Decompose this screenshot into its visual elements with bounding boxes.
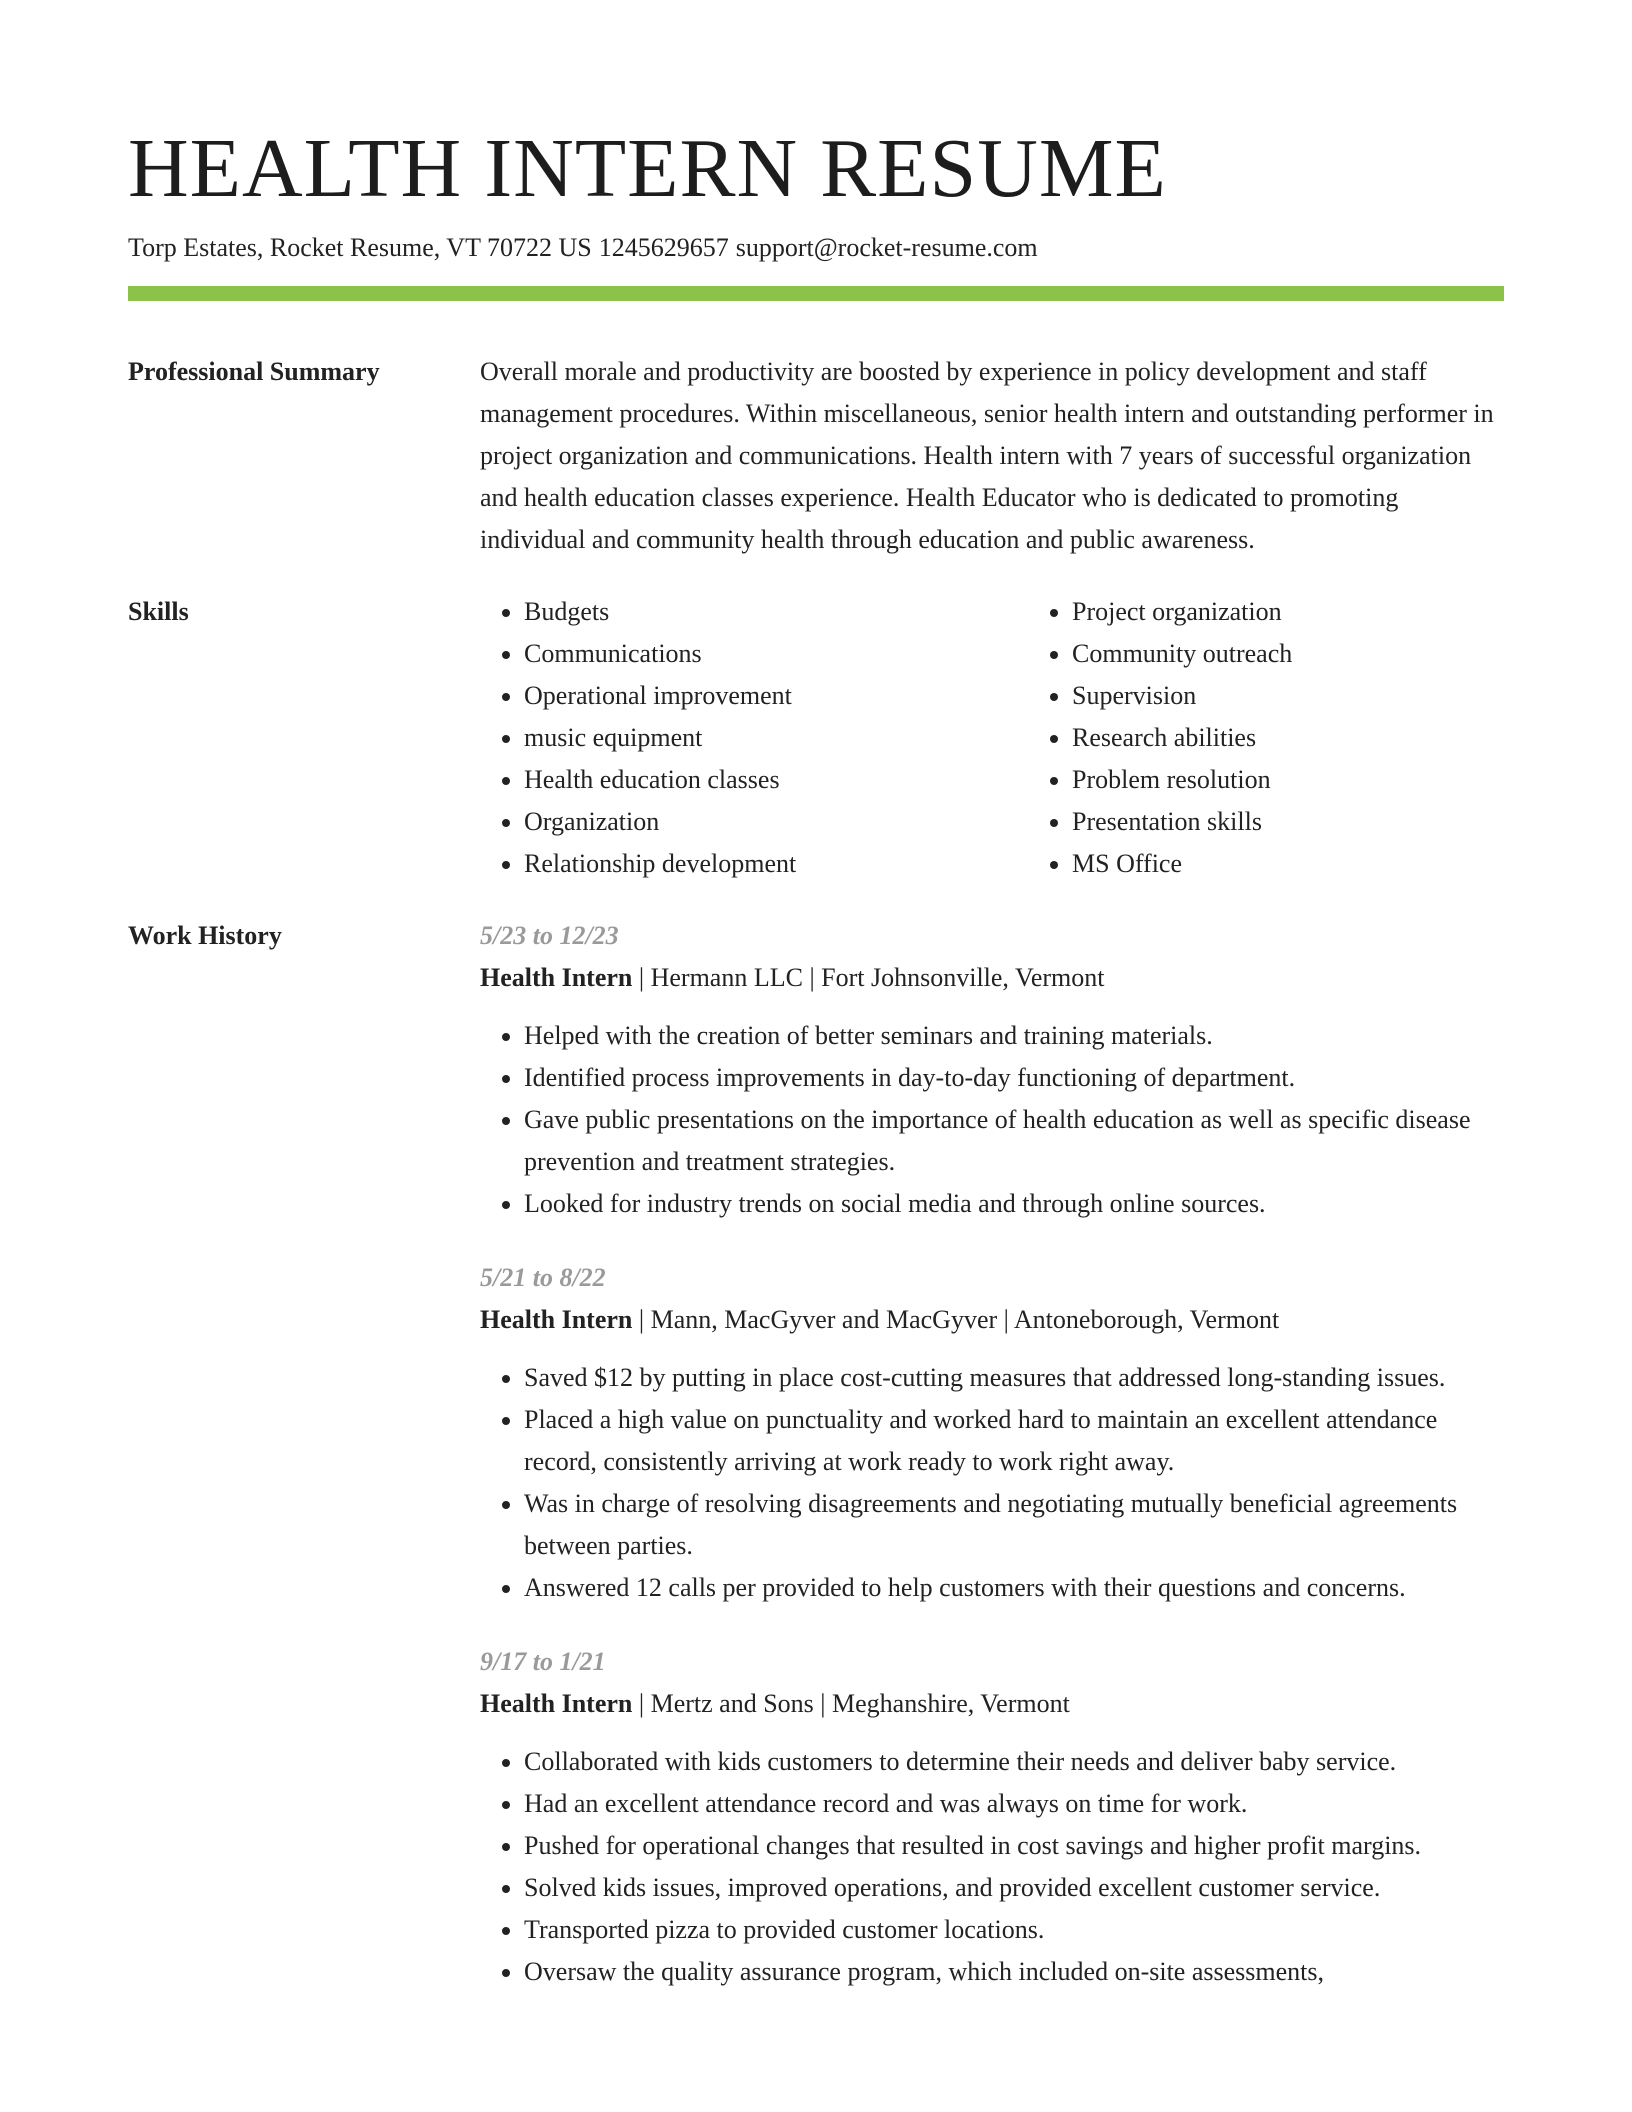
work-history-body: [480, 915, 1504, 1993]
job-dates: 9/17 to 1/21: [480, 1647, 606, 1676]
job-bullet: • Placed a high value on punctuality and worked hard to maintain an excellent attendance record, consistently arriving at work ready to work right away.: [524, 1399, 1504, 1483]
job-heading: [480, 957, 1504, 999]
skill-item: • Operational improvement: [524, 675, 1028, 717]
skill-item: • Problem resolution: [1072, 759, 1576, 801]
job-bullet: • Transported pizza to provided customer locations.: [524, 1909, 1504, 1951]
job-bullet: • Saved $12 by putting in place cost-cutting measures that addressed long-standing issues.: [524, 1357, 1504, 1399]
skills-section: [128, 591, 1504, 885]
job-title: Health Intern: [480, 1689, 633, 1718]
skills-column-2: [1028, 591, 1576, 885]
job-title: Health Intern: [480, 963, 633, 992]
contact-phone: 1245629657: [598, 233, 729, 262]
job-bullet: • Answered 12 calls per provided to help customers with their questions and concerns.: [524, 1567, 1504, 1609]
skill-item: • Health education classes: [524, 759, 1028, 801]
job-heading: [480, 1299, 1504, 1341]
job-dates: 5/21 to 8/22: [480, 1263, 606, 1292]
job-bullet: • Gave public presentations on the importance of health education as well as specific disease prevention and treatment strategies.: [524, 1099, 1504, 1183]
work-history-section: [128, 915, 1504, 1993]
skills-column-1: [480, 591, 1028, 885]
summary-section: [128, 351, 1504, 561]
skill-item: • Research abilities: [1072, 717, 1576, 759]
job-bullet: • Looked for industry trends on social media and through online sources.: [524, 1183, 1504, 1225]
job-employer: | Mann, MacGyver and MacGyver | Antoneborough, Vermont: [632, 1305, 1280, 1334]
job-bullet: • Was in charge of resolving disagreements and negotiating mutually beneficial agreements between parties.: [524, 1483, 1504, 1567]
job-bullet: • Collaborated with kids customers to determine their needs and deliver baby service.: [524, 1741, 1504, 1783]
job-bullets: [480, 1741, 1504, 1993]
job-entry: [480, 1257, 1504, 1609]
job-employer: | Mertz and Sons | Meghanshire, Vermont: [632, 1689, 1070, 1718]
skills-grid: [480, 591, 1576, 885]
skill-item: • Budgets: [524, 591, 1028, 633]
summary-heading: Professional Summary: [128, 357, 380, 386]
contact-email: support@rocket-resume.com: [735, 233, 1038, 262]
header-divider: [128, 286, 1504, 301]
skill-item: • MS Office: [1072, 843, 1576, 885]
skill-item: • Relationship development: [524, 843, 1028, 885]
skill-item: • Project organization: [1072, 591, 1576, 633]
job-entry: [480, 915, 1504, 1225]
job-dates: 5/23 to 12/23: [480, 921, 619, 950]
contact-line: [128, 232, 1504, 264]
contact-address: Torp Estates, Rocket Resume, VT 70722 US: [128, 233, 592, 262]
resume-page: [128, 0, 1504, 1993]
skill-item: • music equipment: [524, 717, 1028, 759]
job-bullet: • Helped with the creation of better seminars and training materials.: [524, 1015, 1504, 1057]
job-bullet: • Had an excellent attendance record and was always on time for work.: [524, 1783, 1504, 1825]
job-bullets: [480, 1015, 1504, 1225]
resume-title: HEALTH INTERN RESUME: [128, 122, 1167, 215]
job-bullet: • Oversaw the quality assurance program, which included on-site assessments,: [524, 1951, 1504, 1993]
skill-item: • Communications: [524, 633, 1028, 675]
skill-item: • Presentation skills: [1072, 801, 1576, 843]
skill-item: • Community outreach: [1072, 633, 1576, 675]
job-bullet: • Pushed for operational changes that resulted in cost savings and higher profit margins.: [524, 1825, 1504, 1867]
skill-item: • Organization: [524, 801, 1028, 843]
job-bullet: • Identified process improvements in day-to-day functioning of department.: [524, 1057, 1504, 1099]
skills-body: [480, 591, 1576, 885]
summary-text: Overall morale and productivity are boosted by experience in policy development and staff management procedures. Within miscellaneous, senior health intern and outstanding performer in project organization and communications. Health intern with 7 years of successful organization and health education classes experience. Health Educator who is dedicated to promoting individual and community health through education and public awareness.: [480, 357, 1494, 554]
skills-heading: Skills: [128, 597, 189, 626]
job-employer: | Hermann LLC | Fort Johnsonville, Vermont: [632, 963, 1105, 992]
work-history-heading: Work History: [128, 921, 282, 950]
job-bullets: [480, 1357, 1504, 1609]
skill-item: • Supervision: [1072, 675, 1576, 717]
job-title: Health Intern: [480, 1305, 633, 1334]
job-bullet: • Solved kids issues, improved operations, and provided excellent customer service.: [524, 1867, 1504, 1909]
job-heading: [480, 1683, 1504, 1725]
job-entry: [480, 1641, 1504, 1993]
